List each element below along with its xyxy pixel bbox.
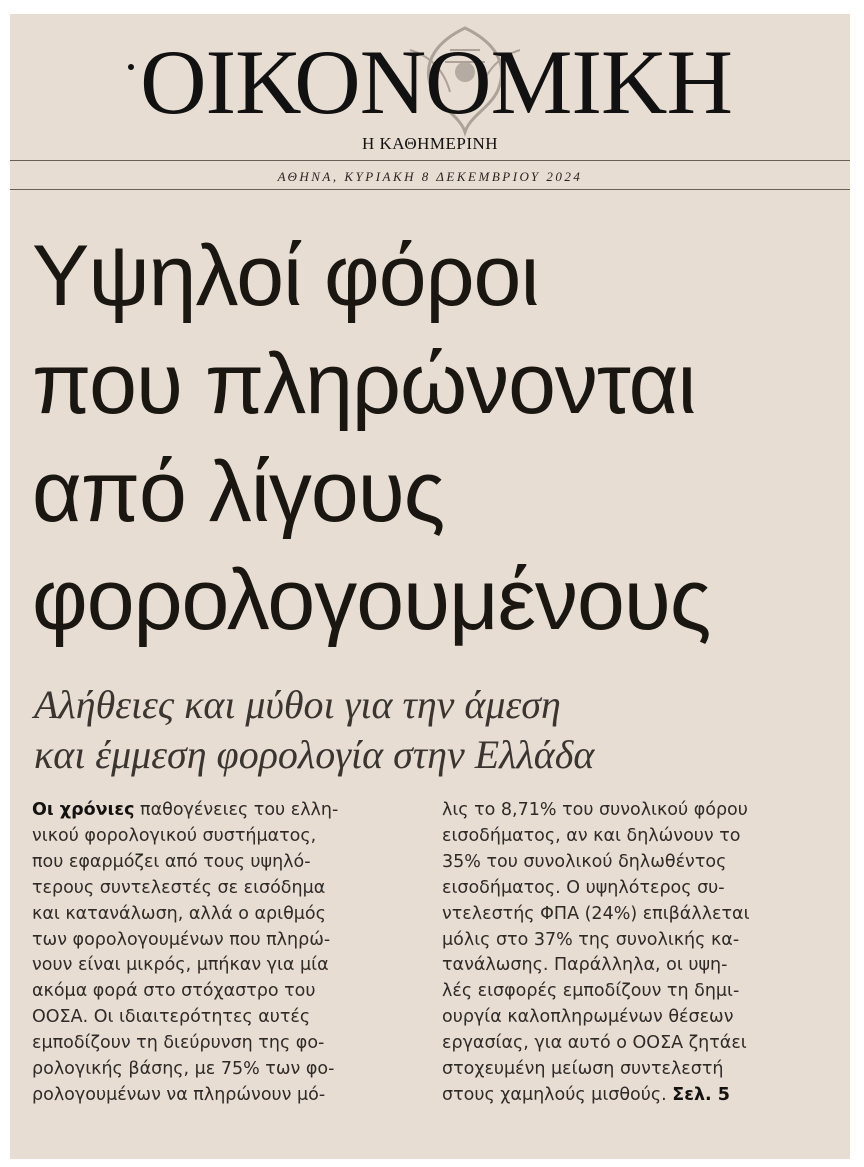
article-line: Οι χρόνιες παθογένειες του ελλη- [32, 800, 339, 820]
article-line: ρολογικής βάσης, με 75% των φο- [32, 1059, 335, 1080]
article-line: στους χαμηλούς μισθούς. Σελ. 5 [442, 1084, 730, 1105]
article-line: στοχευμένη μείωση συντελεστή [442, 1059, 724, 1080]
subheadline [34, 680, 834, 780]
article-line: εισοδήματος. Ο υψηλότερος συ- [442, 877, 725, 898]
article-line: 35% του συνολικού δηλωθέντος [442, 851, 727, 872]
article-line: ντελεστής ΦΠΑ (24%) επιβάλλεται [442, 903, 750, 924]
article-line: λις το 8,71% του συνολικού φόρου [442, 800, 748, 820]
dateline: ΑΘΗΝΑ, ΚΥΡΙΑΚΗ 8 ΔΕΚΕΜΒΡΙΟΥ 2024 [277, 169, 583, 184]
subheadline-line: και έμμεση φορολογία στην Ελλάδα [34, 732, 595, 777]
headline-line: από λίγους [32, 444, 445, 540]
divider-bottom [10, 189, 850, 190]
headline [32, 222, 842, 654]
article-lead: Οι χρόνιες [32, 800, 135, 820]
headline-line: που πληρώνονται [32, 336, 696, 432]
article-line: μόλις στο 37% της συνολικής κα- [442, 929, 740, 950]
masthead-title: ΟΙΚΟΝΟΜΙΚΗ [10, 34, 850, 130]
article-line: ρολογουμένων να πληρώνουν μό- [32, 1084, 326, 1105]
article-line: τερους συντελεστές σε εισόδημα [32, 877, 326, 898]
page-reference: Σελ. 5 [672, 1084, 730, 1105]
article-line: εισοδήματος, αν και δηλώνουν το [442, 825, 741, 846]
masthead-subbrand: Η ΚΑΘΗΜΕΡΙΝΗ [361, 134, 499, 153]
article-line: και κατανάλωση, αλλά ο αριθμός [32, 903, 326, 924]
masthead-dot [128, 64, 134, 70]
headline-line: Υψηλοί φόροι [32, 228, 539, 324]
headline-line: φορολογουμένους [32, 552, 711, 648]
article-column-2 [442, 798, 750, 1109]
article-line: ακόμα φορά στο στόχαστρο του [32, 981, 316, 1002]
article-line: νουν είναι μικρός, μπήκαν για μία [32, 955, 329, 976]
subheadline-line: Αλήθειες και μύθοι για την άμεση [34, 682, 561, 727]
article-line: νικού φορολογικού συστήματος, [32, 825, 317, 846]
divider-top [10, 160, 850, 161]
article-line: τανάλωσης. Παράλληλα, οι υψη- [442, 955, 728, 976]
article-line: ΟΟΣΑ. Οι ιδιαιτερότητες αυτές [32, 1007, 311, 1028]
article-line: λές εισφορές εμποδίζουν τη δημι- [442, 981, 740, 1002]
article-column-1 [32, 798, 338, 1109]
newspaper-clipping [10, 14, 850, 1159]
article-line: που εφαρμόζει από τους υψηλό- [32, 851, 311, 872]
article-line: εργασίας, για αυτό ο ΟΟΣΑ ζητάει [442, 1033, 747, 1054]
article-line: των φορολογουμένων που πληρώ- [32, 929, 331, 950]
article-line: ουργία καλοπληρωμένων θέσεων [442, 1007, 734, 1028]
article-line: εμποδίζουν τη διεύρυνση της φο- [32, 1033, 325, 1054]
